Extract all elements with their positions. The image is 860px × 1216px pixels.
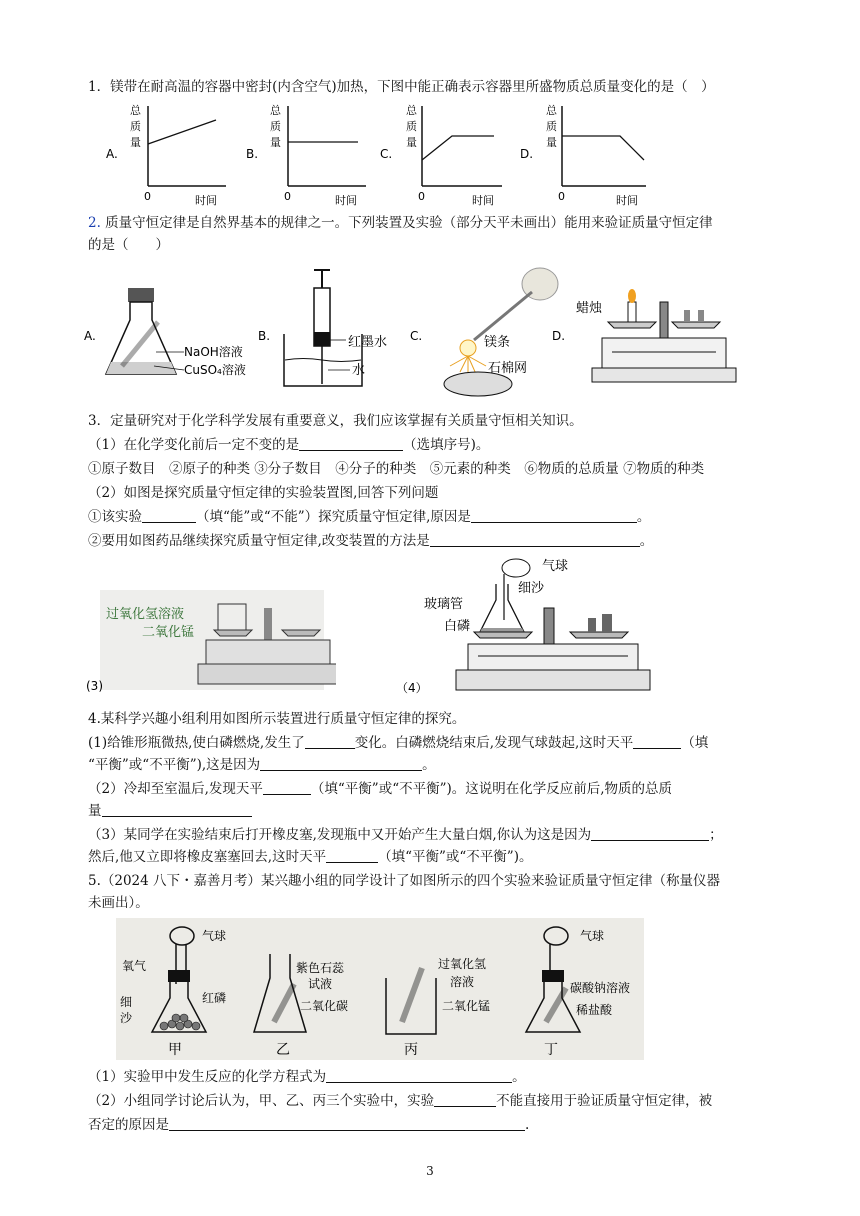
- answer-blank[interactable]: [326, 1068, 512, 1083]
- answer-blank[interactable]: [260, 756, 422, 771]
- option-b-syringe: [258, 270, 387, 386]
- q4-stem: 4.某科学兴趣小组利用如图所示装置进行质量守恒定律的探究。: [88, 711, 466, 727]
- svg-text:量: 量: [546, 136, 557, 149]
- q3-part2: （2）如图是探究质量守恒定律的实验装置图,回答下列问题: [88, 485, 439, 501]
- svg-text:紫色石蕊: 紫色石蕊: [296, 961, 345, 975]
- svg-text:稀盐酸: 稀盐酸: [576, 1003, 613, 1017]
- graph-a-option: A.: [106, 147, 118, 161]
- svg-text:D.: D.: [552, 329, 566, 343]
- svg-text:（4）: （4）: [396, 681, 428, 695]
- svg-text:二氧化锰: 二氧化锰: [442, 999, 491, 1013]
- svg-text:气球: 气球: [580, 929, 605, 943]
- svg-text:0: 0: [144, 190, 151, 203]
- q2-apparatus: [84, 262, 784, 402]
- answer-blank[interactable]: [326, 848, 378, 863]
- q2-stem-2: 的是（ ）: [88, 237, 169, 253]
- graph-d: [520, 104, 646, 207]
- svg-text:气球: 气球: [542, 559, 569, 574]
- graph-b: [246, 104, 366, 207]
- svg-text:红磷: 红磷: [202, 991, 227, 1005]
- q4-line4: 量: [88, 802, 252, 820]
- svg-text:C.: C.: [410, 329, 423, 343]
- svg-text:白磷: 白磷: [444, 619, 471, 634]
- answer-blank[interactable]: [263, 780, 311, 795]
- q4-line2: “平衡”或“不平衡”),这是因为 。: [88, 757, 436, 773]
- q4-line5: （3）某同学在实验结束后打开橡皮塞,发现瓶中又开始产生大量白烟,你认为这是因为 ；: [88, 827, 723, 843]
- svg-text:红墨水: 红墨水: [348, 335, 388, 350]
- svg-text:过氧化氢溶液: 过氧化氢溶液: [106, 607, 185, 622]
- q5-stem-2: 未画出）。: [88, 895, 149, 911]
- svg-text:总: 总: [406, 104, 417, 117]
- graph-a: [106, 104, 226, 207]
- svg-text:D.: D.: [520, 147, 534, 161]
- svg-text:二氧化碳: 二氧化碳: [300, 999, 349, 1013]
- svg-text:B.: B.: [258, 329, 271, 343]
- graph-c-curve: [422, 136, 494, 160]
- option-c-magnesium: [410, 268, 558, 396]
- experiment-bing: [386, 956, 490, 1058]
- svg-text:NaOH溶液: NaOH溶液: [184, 345, 243, 359]
- answer-blank[interactable]: [305, 734, 355, 749]
- svg-text:质: 质: [270, 120, 281, 133]
- svg-text:甲: 甲: [168, 1042, 182, 1058]
- svg-text:碳酸钠溶液: 碳酸钠溶液: [570, 981, 631, 995]
- experiment-jia: [120, 927, 226, 1058]
- svg-text:时间: 时间: [195, 194, 217, 207]
- svg-text:溶液: 溶液: [450, 975, 475, 989]
- svg-text:质: 质: [130, 120, 141, 133]
- q4-line6: 然后,他又立即将橡皮塞塞回去,这时天平 （填“平衡”或“不平衡”)。: [88, 849, 533, 865]
- svg-text:时间: 时间: [472, 194, 494, 207]
- answer-blank[interactable]: [102, 802, 252, 817]
- q4-line1: (1)给锥形瓶微热,使白磷燃烧,发生了 变化。白磷燃烧结束后,发现气球鼓起,这时天平 （填: [88, 735, 709, 751]
- svg-text:0: 0: [284, 190, 291, 203]
- svg-text:乙: 乙: [276, 1042, 290, 1058]
- svg-text:细沙: 细沙: [518, 581, 545, 596]
- fig3-apparatus: [86, 560, 336, 694]
- svg-text:总: 总: [270, 104, 281, 117]
- q3-part2b: ②要用如图药品继续探究质量守恒定律,改变装置的方法是 。: [88, 533, 654, 549]
- q5-figure: [116, 918, 644, 1060]
- q3-stem: 3．定量研究对于化学科学发展有重要意义，我们应该掌握有关质量守恒相关知识。: [88, 413, 583, 429]
- q2-stem-1: 2. 质量守恒定律是自然界基本的规律之一。下列装置及实验（部分天平未画出）能用来验证质量守恒定律: [88, 215, 713, 231]
- svg-text:质: 质: [406, 120, 417, 133]
- experiment-ding: [526, 927, 630, 1058]
- svg-text:氧气: 氧气: [122, 959, 147, 973]
- answer-blank[interactable]: [434, 1092, 496, 1107]
- graph-c: [380, 104, 502, 207]
- svg-text:水: 水: [352, 363, 366, 378]
- q4-line3: （2）冷却至室温后,发现天平 （填“平衡”或“不平衡”)。这说明在化学反应前后,物质的总质: [88, 781, 673, 797]
- q5-part2: （2）小组同学讨论后认为，甲、乙、丙三个实验中，实验 不能直接用于验证质量守恒定律，被: [88, 1093, 713, 1109]
- page-number: 3: [426, 1164, 434, 1178]
- svg-text:量: 量: [270, 136, 281, 149]
- svg-text:B.: B.: [246, 147, 259, 161]
- svg-text:C.: C.: [380, 147, 393, 161]
- svg-text:细: 细: [120, 995, 133, 1009]
- svg-text:质: 质: [546, 120, 557, 133]
- q1-stem: 1．镁带在耐高温的容器中密封(内含空气)加热，下图中能正确表示容器里所盛物质总质量变化的是（ ）: [88, 79, 715, 95]
- svg-text:丙: 丙: [404, 1042, 418, 1058]
- q5-part1: （1）实验甲中发生反应的化学方程式为 。: [88, 1069, 526, 1085]
- svg-text:0: 0: [558, 190, 565, 203]
- svg-text:时间: 时间: [616, 194, 638, 207]
- answer-blank[interactable]: [591, 826, 709, 841]
- svg-text:总: 总: [130, 104, 141, 117]
- answer-blank[interactable]: [633, 734, 681, 749]
- svg-text:时间: 时间: [335, 194, 357, 207]
- stopper: [128, 288, 154, 302]
- option-a-flask: [84, 288, 246, 377]
- svg-text:丁: 丁: [544, 1042, 558, 1058]
- svg-text:(3): (3): [86, 679, 103, 693]
- svg-text:沙: 沙: [120, 1011, 133, 1025]
- svg-text:过氧化氢: 过氧化氢: [438, 957, 487, 971]
- svg-text:试液: 试液: [308, 977, 333, 991]
- q5-stem-1: 5.（2024 八下・嘉善月考）某兴趣小组的同学设计了如图所示的四个实验来验证质量守恒定律（称量仪器: [88, 873, 721, 889]
- graph-a-curve: [148, 120, 216, 144]
- answer-blank[interactable]: [430, 532, 640, 547]
- svg-text:镁条: 镁条: [484, 335, 511, 350]
- q5-part3: 否定的原因是 .: [88, 1117, 530, 1133]
- q3-choices: ①原子数目 ②原子的种类 ③分子数目 ④分子的种类 ⑤元素的种类 ⑥物质的总质量 ⑦物质的种类: [88, 461, 705, 477]
- q1-graphs: [100, 100, 820, 210]
- svg-text:0: 0: [418, 190, 425, 203]
- graph-d-curve: [562, 136, 644, 160]
- answer-blank[interactable]: [142, 508, 196, 523]
- answer-blank[interactable]: [471, 508, 637, 523]
- answer-blank[interactable]: [169, 1116, 525, 1131]
- svg-text:气球: 气球: [202, 929, 227, 943]
- answer-blank[interactable]: [299, 436, 403, 451]
- svg-text:CuSO₄溶液: CuSO₄溶液: [184, 363, 246, 377]
- svg-text:玻璃管: 玻璃管: [424, 597, 464, 612]
- svg-text:蜡烛: 蜡烛: [576, 301, 603, 316]
- experiment-yi: [254, 954, 348, 1058]
- svg-text:量: 量: [130, 136, 141, 149]
- svg-text:量: 量: [406, 136, 417, 149]
- svg-text:总: 总: [546, 104, 557, 117]
- option-d-balance: [552, 289, 736, 382]
- svg-text:A.: A.: [84, 329, 96, 343]
- q3-part2a: ①该实验 （填“能”或“不能”）探究质量守恒定律,原因是 。: [88, 509, 651, 525]
- svg-text:石棉网: 石棉网: [488, 361, 528, 376]
- fig4-apparatus: [396, 556, 656, 696]
- q3-part1: （1）在化学变化前后一定不变的是 （选填序号)。: [88, 437, 490, 453]
- svg-text:二氧化锰: 二氧化锰: [142, 625, 195, 640]
